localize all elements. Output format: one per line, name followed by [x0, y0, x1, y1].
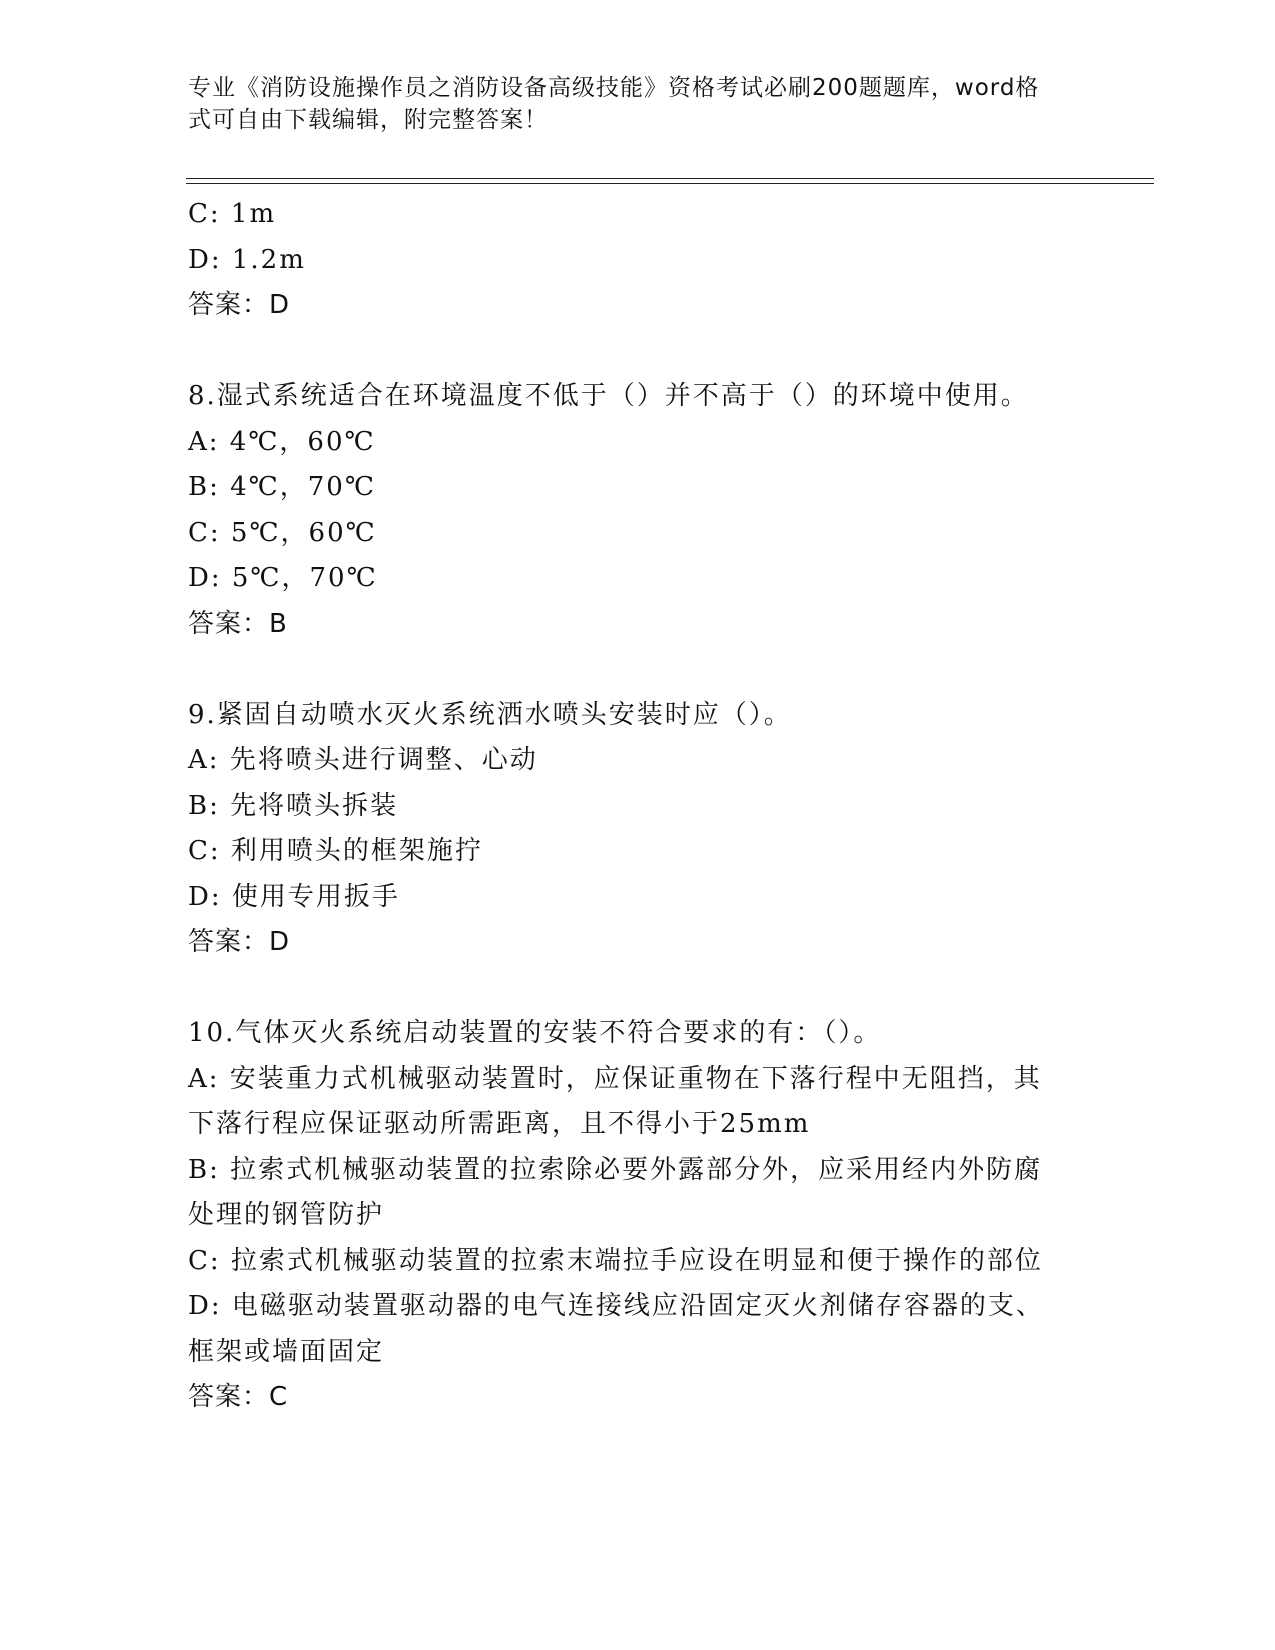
- answer: 答案：C: [188, 1382, 289, 1412]
- option-c: C: 利用喷头的框架施拧: [188, 836, 483, 866]
- option-c: C: 5℃，60℃: [188, 517, 377, 548]
- question-text: 8.湿式系统适合在环境温度不低于（）并不高于（）的环境中使用。: [188, 381, 1029, 411]
- header-line-1: 专业《消防设施操作员之消防设备高级技能》资格考试必刷200题题库，word格: [188, 75, 1040, 101]
- question-text: 10.气体灭火系统启动装置的安装不符合要求的有：（）。: [188, 1018, 882, 1048]
- header-line-2: 式可自由下载编辑，附完整答案！: [188, 107, 548, 133]
- spacer: [188, 647, 1088, 693]
- question-10-block: [188, 1011, 1088, 1421]
- option-d: D: 使用专用扳手: [188, 881, 400, 912]
- document-header: [188, 72, 1068, 136]
- option-c: C: 1m: [188, 199, 277, 229]
- option-b: B: 4℃，70℃: [188, 472, 376, 502]
- option-a: A: 4℃，60℃: [188, 426, 376, 457]
- option-b-line-2: 处理的钢管防护: [188, 1200, 385, 1230]
- option-a: A: 先将喷头进行调整、心动: [188, 745, 538, 775]
- option-a-line-1: A: 安装重力式机械驱动装置时，应保证重物在下落行程中无阻挡，其: [188, 1063, 1042, 1094]
- option-d-line-1: D: 电磁驱动装置驱动器的电气连接线应沿固定灭火剂储存容器的支、: [188, 1291, 1044, 1321]
- question-8-block: [188, 374, 1088, 647]
- option-d: D: 1.2m: [188, 244, 306, 275]
- header-divider-top: [186, 178, 1154, 179]
- option-d-line-2: 框架或墙面固定: [188, 1336, 385, 1367]
- option-b-line-1: B: 拉索式机械驱动装置的拉索除必要外露部分外，应采用经内外防腐: [188, 1154, 1043, 1185]
- answer: 答案：D: [188, 290, 291, 320]
- prev-question-block: [188, 192, 1088, 329]
- option-d: D: 5℃，70℃: [188, 563, 378, 593]
- option-a-line-2: 下落行程应保证驱动所需距离，且不得小于25mm: [188, 1109, 811, 1139]
- option-b: B: 先将喷头拆装: [188, 790, 399, 821]
- header-divider-bottom: [186, 183, 1154, 184]
- spacer: [188, 966, 1088, 1012]
- question-9-block: [188, 693, 1088, 966]
- option-c: C: 拉索式机械驱动装置的拉索末端拉手应设在明显和便于操作的部位: [188, 1245, 1043, 1276]
- question-text: 9.紧固自动喷水灭火系统洒水喷头安装时应（）。: [188, 699, 792, 730]
- spacer: [188, 329, 1088, 375]
- answer: 答案：D: [188, 927, 291, 957]
- question-content: [188, 192, 1088, 1421]
- answer: 答案：B: [188, 608, 288, 639]
